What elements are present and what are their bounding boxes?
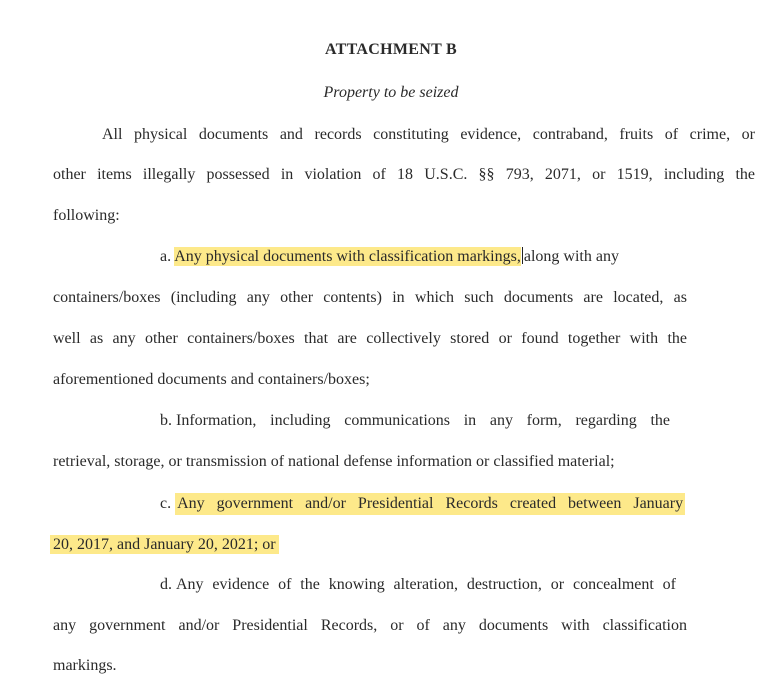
item-b-text: Information, including communications in any form, regarding the: [176, 412, 670, 429]
item-a-highlighted-text: Any physical documents with classification markings,: [174, 248, 521, 265]
item-d-text: Any evidence of the knowing alteration, destruction, or concealment of: [176, 576, 676, 593]
item-c-line-1: [160, 493, 685, 515]
item-c-highlighted-text-1: Any government and/or Presidential Records created between January: [175, 493, 685, 515]
item-c-highlighted-text-2: 20, 2017, and January 20, 2021; or: [50, 535, 279, 554]
intro-line-3: following:: [53, 207, 120, 224]
intro-line-1: All physical documents and records constituting evidence, contraband, fruits of crime, or: [102, 126, 755, 143]
text-cursor: [522, 247, 523, 264]
item-a-line-1: [160, 247, 619, 267]
item-d-line-2: any government and/or Presidential Records, or of any documents with classification: [53, 617, 687, 634]
item-d-line-1: [160, 575, 676, 595]
item-a-line-4: aforementioned documents and containers/boxes;: [53, 371, 370, 388]
item-b-line-2: retrieval, storage, or transmission of national defense information or classified material;: [53, 453, 615, 470]
item-a-line-2: containers/boxes (including any other contents) in which such documents are located, as: [53, 289, 687, 306]
item-d-marker: d.: [160, 576, 172, 593]
document-subtitle: Property to be seized: [323, 84, 459, 101]
item-c-line-2: [50, 535, 279, 555]
document-title: ATTACHMENT B: [324, 41, 458, 58]
intro-line-2: other items illegally possessed in violation of 18 U.S.C. §§ 793, 2071, or 1519, including the: [53, 166, 755, 183]
item-a-line-3: well as any other containers/boxes that are collectively stored or found together with the: [53, 330, 687, 347]
item-c-marker: c.: [160, 495, 172, 512]
item-a-rest: along with any: [523, 248, 619, 265]
item-b-marker: b.: [160, 412, 172, 429]
item-d-line-3: markings.: [53, 657, 117, 674]
item-b-line-1: [160, 411, 670, 431]
item-a-marker: a.: [160, 248, 172, 265]
